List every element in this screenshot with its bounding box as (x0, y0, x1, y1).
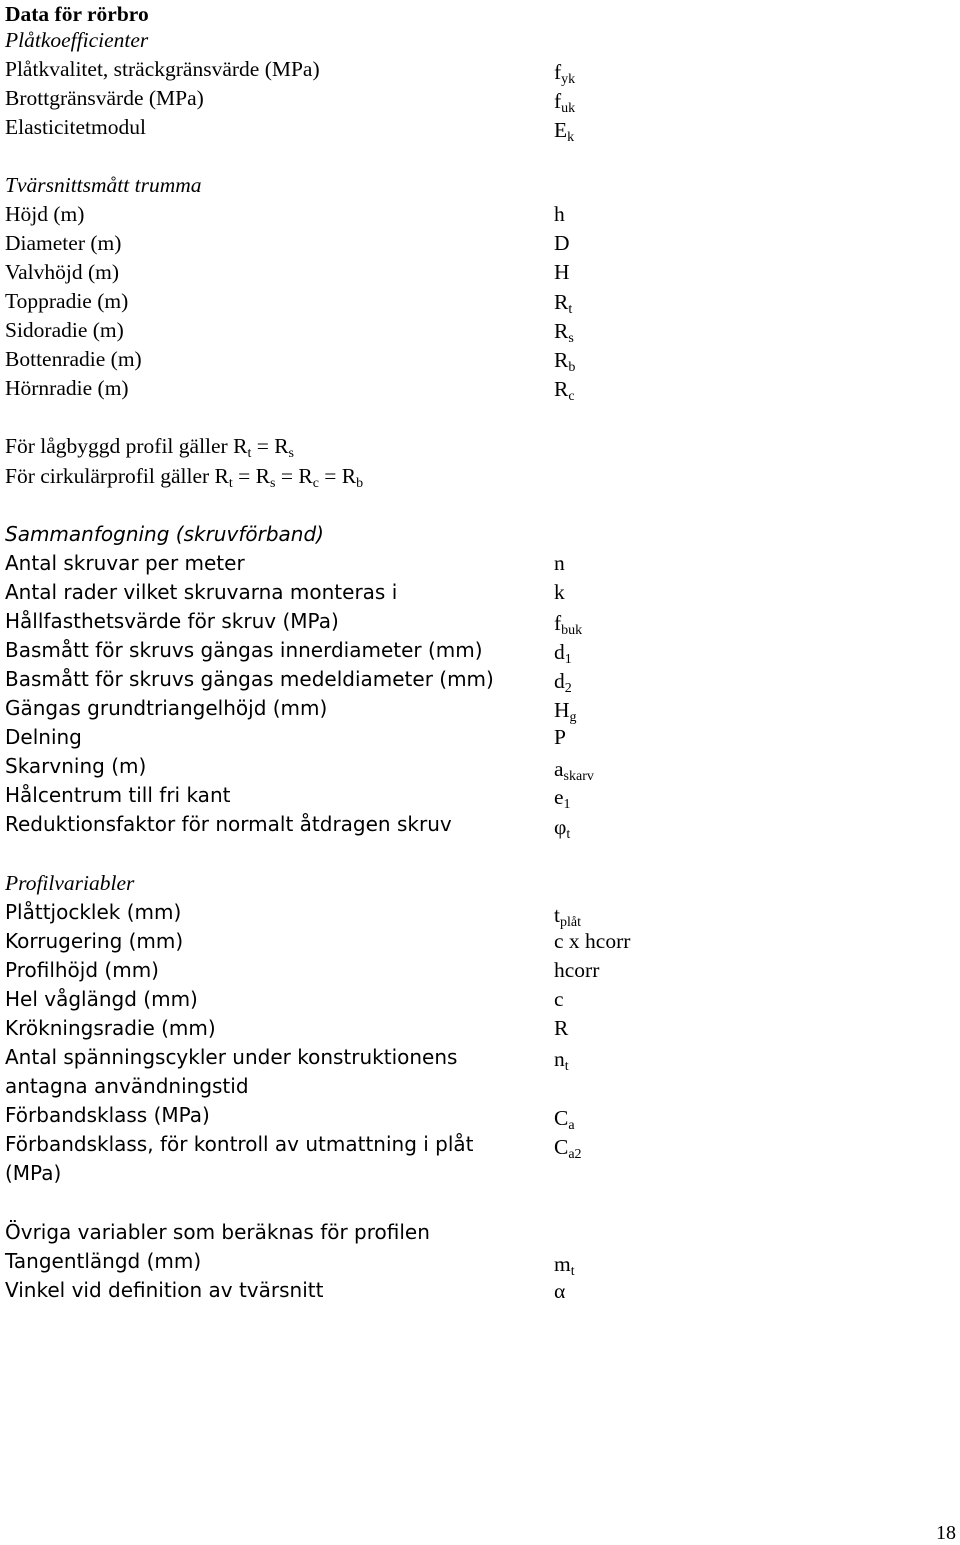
row-symbol: $C_{a2}$ (554, 1135, 582, 1162)
row-label: Delning (5, 725, 82, 749)
row-label: Bottenradie (m) (5, 347, 142, 371)
row-symbol: $R_c$ (554, 377, 575, 404)
row-symbol: $t_{plåt}$ (554, 903, 581, 930)
row-label: Reduktionsfaktor för normalt åtdragen skruv (5, 812, 452, 836)
row-symbol: $f_{buk}$ (554, 611, 583, 638)
row-label: Vinkel vid definition av tvärsnitt (5, 1278, 324, 1302)
row-label: Valvhöjd (m) (5, 260, 120, 284)
row-label: Antal rader vilket skruvarna monteras i (5, 580, 398, 604)
row-symbol: $e_1$ (554, 785, 571, 812)
row-label: Krökningsradie (mm) (5, 1016, 216, 1040)
row-label: Hörnradie (m) (5, 376, 129, 400)
row-label: Profilhöjd (mm) (5, 958, 159, 982)
row-symbol: h (554, 202, 565, 226)
section-heading-plat: Plåtkoefficienter (5, 28, 149, 52)
row-symbol: $R_s$ (554, 319, 574, 346)
row-label: Plåttjocklek (mm) (5, 900, 182, 924)
row-label: Korrugering (mm) (5, 929, 184, 953)
section-heading-skruv: Sammanfogning (skruvförband) (5, 522, 324, 546)
row-label: Basmått för skruvs gängas innerdiameter (mm) (5, 638, 483, 662)
row-label: Basmått för skruvs gängas medeldiameter (mm) (5, 667, 494, 691)
row-symbol: α (554, 1279, 566, 1303)
row-symbol: $a_{skarv}$ (554, 757, 594, 784)
note-low-profile: För lågbyggd profil gäller $R_t = R_s$ (5, 434, 294, 461)
row-symbol: $d_1$ (554, 640, 572, 667)
row-label: Skarvning (m) (5, 754, 147, 778)
row-symbol: hcorr (554, 958, 600, 982)
row-symbol: $f_{uk}$ (554, 89, 576, 116)
row-label: Förbandsklass (MPa) (5, 1103, 210, 1127)
row-symbol: k (554, 580, 565, 604)
row-label: Hålcentrum till fri kant (5, 783, 231, 807)
row-symbol: $H_g$ (554, 698, 577, 725)
row-symbol: n (554, 551, 565, 575)
row-symbol: $d_2$ (554, 669, 572, 696)
row-symbol: D (554, 231, 570, 255)
row-symbol: $E_k$ (554, 118, 575, 145)
row-label: Elasticitetmodul (5, 115, 146, 139)
row-symbol: P (554, 725, 566, 749)
page-number: 18 (936, 1522, 956, 1544)
row-label: Antal spänningscykler under konstruktionens antagna användningstid (5, 1045, 458, 1098)
row-symbol: H (554, 260, 570, 284)
row-label: Gängas grundtriangelhöjd (mm) (5, 696, 328, 720)
row-label: Toppradie (m) (5, 289, 129, 313)
row-label: Plåtkvalitet, sträckgränsvärde (MPa) (5, 57, 320, 81)
section-heading-trumma: Tvärsnittsmått trumma (5, 173, 202, 197)
row-label: Diameter (m) (5, 231, 122, 255)
note-circular-profile: För cirkulärprofil gäller $R_t = R_s = R_c = R_b$ (5, 464, 364, 491)
row-label: Hel våglängd (mm) (5, 987, 198, 1011)
row-symbol: c x hcorr (554, 929, 631, 953)
row-label: Förbandsklass, för kontroll av utmattning i plåt (MPa) (5, 1132, 474, 1185)
row-label: Sidoradie (m) (5, 318, 124, 342)
row-symbol: $C_a$ (554, 1106, 575, 1133)
row-symbol: $R_t$ (554, 290, 573, 317)
row-label: Höjd (m) (5, 202, 85, 226)
page-title: Data för rörbro (5, 2, 149, 26)
section-heading-ovriga: Övriga variabler som beräknas för profilen (5, 1220, 430, 1244)
row-label: Antal skruvar per meter (5, 551, 245, 575)
section-heading-profil: Profilvariabler (5, 871, 135, 895)
row-label: Tangentlängd (mm) (5, 1249, 202, 1273)
row-symbol: $\varphi_t$ (554, 815, 571, 842)
row-symbol: $m_t$ (554, 1252, 575, 1279)
row-symbol: $n_t$ (554, 1047, 569, 1074)
row-label: Hållfasthetsvärde för skruv (MPa) (5, 609, 339, 633)
row-symbol: $f_{yk}$ (554, 60, 576, 87)
row-symbol: c (554, 987, 564, 1011)
row-symbol: R (554, 1016, 569, 1040)
row-symbol: $R_b$ (554, 348, 576, 375)
row-label: Brottgränsvärde (MPa) (5, 86, 204, 110)
